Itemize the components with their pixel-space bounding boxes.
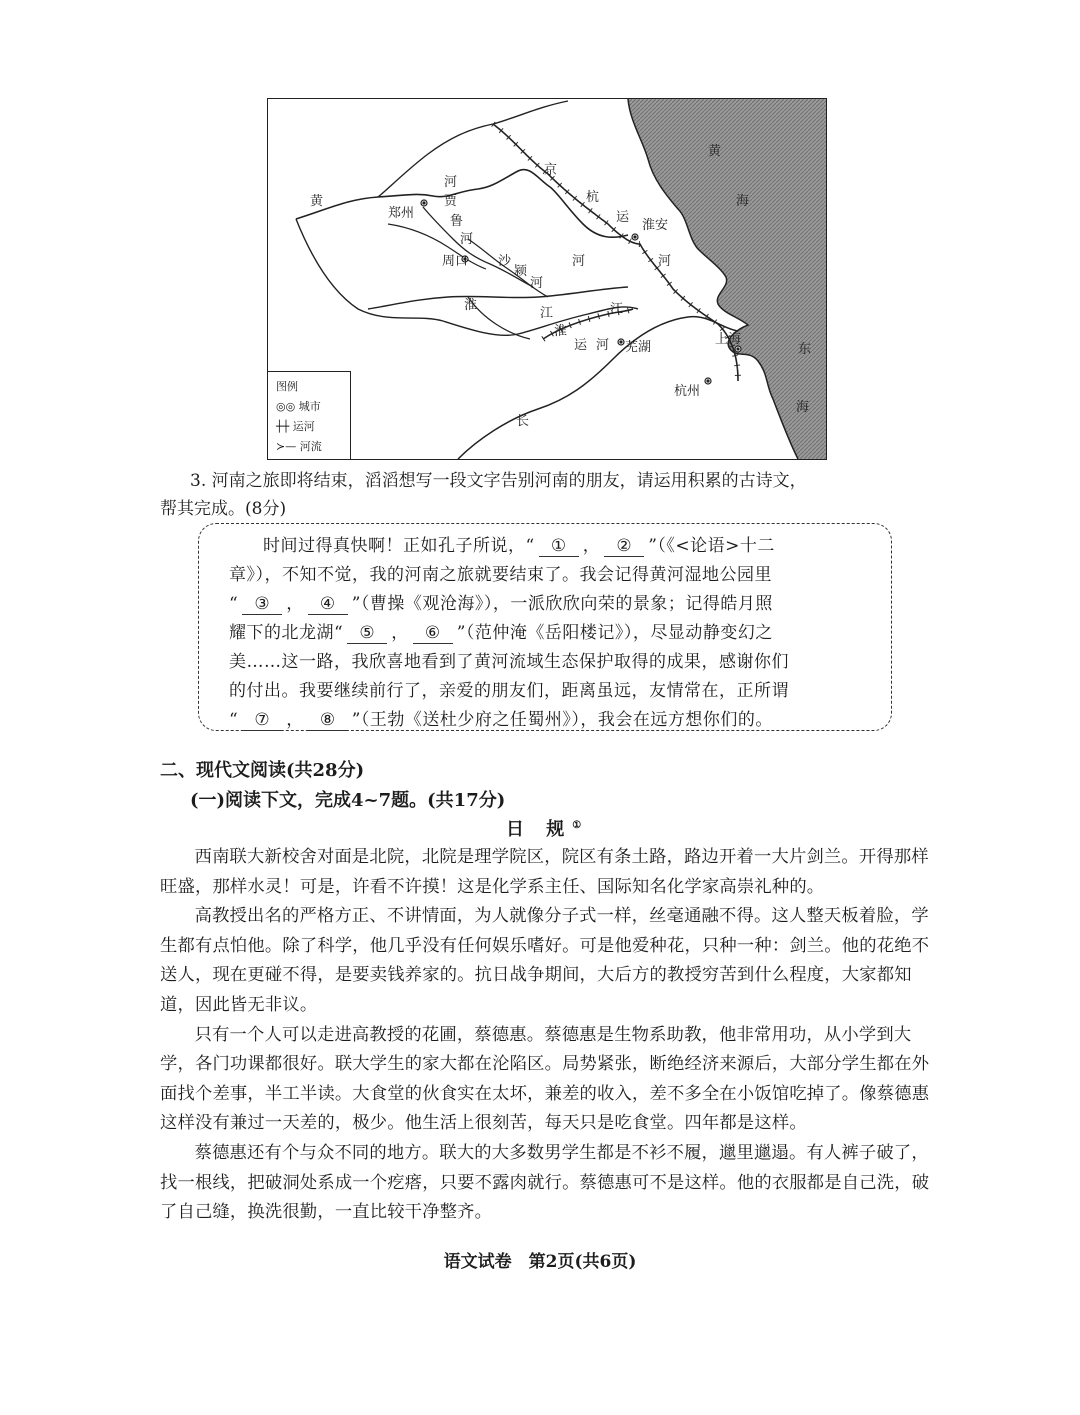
label-hangzhou: 杭州 [674,384,701,399]
blank-8[interactable]: ⑧ [308,710,348,731]
page-footer: 语文试卷 第2页(共6页) [443,1252,637,1272]
blank-6[interactable]: ⑥ [413,623,453,644]
label-grand-canal-he: 河 [658,254,672,269]
label-jianghuai-he: 河 [596,338,610,353]
label-ying: 颍 [514,264,528,279]
paragraph-2: 高教授出名的严格方正、不讲情面，为人就像分子式一样，丝毫通融不得。这人整天板着脸，学生都有点怕他。除了科学，他几乎没有任何娱乐嗜好。可是他爱种花，只种一种：剑兰。他的花绝不送人，现在更碰不得，是要卖钱养家的。抗日战争期间，大后方的教授穷苦到什么程度，大家都知道，因此皆无非议。 [160,906,930,1015]
legend-river-label: 河流 [299,440,322,453]
legend-city-label: 城市 [298,400,321,413]
label-jianghuai-huai: 淮 [554,324,568,339]
label-jianghuai-yun: 运 [574,338,588,353]
passage-line-6: 的付出。我要继续前行了，亲爱的朋友们，距离虽远，友情常在，正所谓 [229,681,789,701]
section-heading: 二、现代文阅读(共28分) [160,760,365,781]
passage-line-5: 美……这一路，我欣喜地看到了黄河流域生态保护取得的成果，感谢你们 [229,652,789,672]
label-yellow-sea-1: 黄 [708,144,722,159]
blank-5[interactable]: ⑤ [347,623,387,644]
label-huai-river-2: 河 [572,254,586,269]
map-figure [267,98,827,460]
article-body [160,843,942,1228]
label-jialu-3: 河 [460,232,474,247]
subsection-heading: (一)阅读下文，完成4~7题。(共17分) [190,790,506,811]
label-huaian: 淮安 [642,218,669,233]
label-yellow-river-1: 黄 [310,194,324,209]
label-jialu-1: 贾 [444,194,458,209]
legend-canal-label: 运河 [292,420,315,433]
paragraph-4: 蔡德惠还有个与众不同的地方。联大的大多数男学生都是不衫不履，邋里邋遢。有人裤子破了，找一根线，把破洞处系成一个疙瘩，只要不露肉就行。蔡德惠可不是这样。他的衣服都是自己洗，破了自己缝，换洗很勤，一直比较干净整齐。 [160,1142,930,1223]
label-yun: 运 [616,210,630,225]
label-yangtze: 长 [516,414,530,429]
passage-line-1: 时间过得真快啊！正如孔子所说，“ ① ， ② ”（《<论语>十二 [263,536,775,556]
map-legend [268,371,351,460]
label-east-sea-1: 东 [798,342,812,357]
label-ying-he: 河 [530,276,544,291]
label-yellow-sea-2: 海 [736,194,750,209]
blank-1[interactable]: ① [539,536,579,557]
blank-2[interactable]: ② [604,536,644,557]
huai-river [368,287,628,309]
map-drawing [268,99,826,459]
fill-in-passage [229,532,869,735]
label-east-sea-2: 海 [796,400,810,415]
paragraph-3: 只有一个人可以走进高教授的花圃，蔡德惠。蔡德惠是生物系助教，他非常用功，从小学到大学，各门功课都很好。联大学生的家大都在沦陷区。局势紧张，断绝经济来源后，大部分学生都在外面找个差事，半工半读。大食堂的伙食实在太坏，兼差的收入，差不多全在小饭馆吃掉了。像蔡德惠这样没有兼过一天差的，极少。他生活上很刻苦，每天只是吃食堂。四年都是这样。 [160,1024,930,1134]
legend-canal [276,418,315,434]
paragraph-1: 西南联大新校舍对面是北院，北院是理学院区，院区有条土路，路边开着一大片剑兰。开得那样旺盛，那样水灵！可是，许看不许摸！这是化学系主任、国际知名化学家高崇礼种的。 [160,847,929,897]
passage-line-4: 耀下的北龙湖“ ⑤ ， ⑥ ”（范仲淹《岳阳楼记》），尽显动静变幻之 [229,623,773,643]
blank-4[interactable]: ④ [308,594,348,615]
question-3-line-2: 帮其完成。(8分) [160,499,287,519]
article-title-text: 日 规 [506,819,573,840]
label-zhengzhou: 郑州 [388,206,415,221]
canal-line-icon: ┼┼ [276,420,293,433]
label-jiang-2: 江 [610,302,624,317]
blank-3[interactable]: ③ [242,594,282,615]
blank-7[interactable]: ⑦ [242,710,282,731]
label-sha: 沙 [498,254,512,269]
legend-river [276,438,322,454]
legend-title: 图例 [276,380,298,393]
question-3-line-1: 3. 河南之旅即将结束，滔滔想写一段文字告别河南的朋友，请运用积累的古诗文， [190,471,807,491]
city-marker-icon: ◎◎ [276,400,299,413]
footnote-marker: ① [572,820,582,831]
label-huai-river-1: 淮 [464,298,478,313]
river-line-icon: ≻— [276,440,300,453]
legend-city [276,398,321,414]
label-zhoukou: 周口 [442,254,469,269]
label-jing: 京 [544,163,558,178]
label-wuhu: 芜湖 [625,340,652,355]
label-hang: 杭 [586,190,600,205]
fill-in-box [198,523,892,731]
passage-line-3: “ ③ ， ④ ”（曹操《观沧海》），一派欣欣向荣的景象；记得皓月照 [229,594,773,614]
label-jialu-2: 鲁 [450,214,464,229]
passage-line-7: “ ⑦ ， ⑧ ”（王勃《送杜少府之任蜀州》），我会在远方想你们的。 [229,710,773,730]
label-jiang-1: 江 [540,306,554,321]
label-shanghai: 上海 [715,332,742,347]
passage-line-2: 章》），不知不觉，我的河南之旅就要结束了。我会记得黄河湿地公园里 [229,565,772,585]
label-yellow-river-2: 河 [444,175,458,190]
article-title [506,815,581,841]
